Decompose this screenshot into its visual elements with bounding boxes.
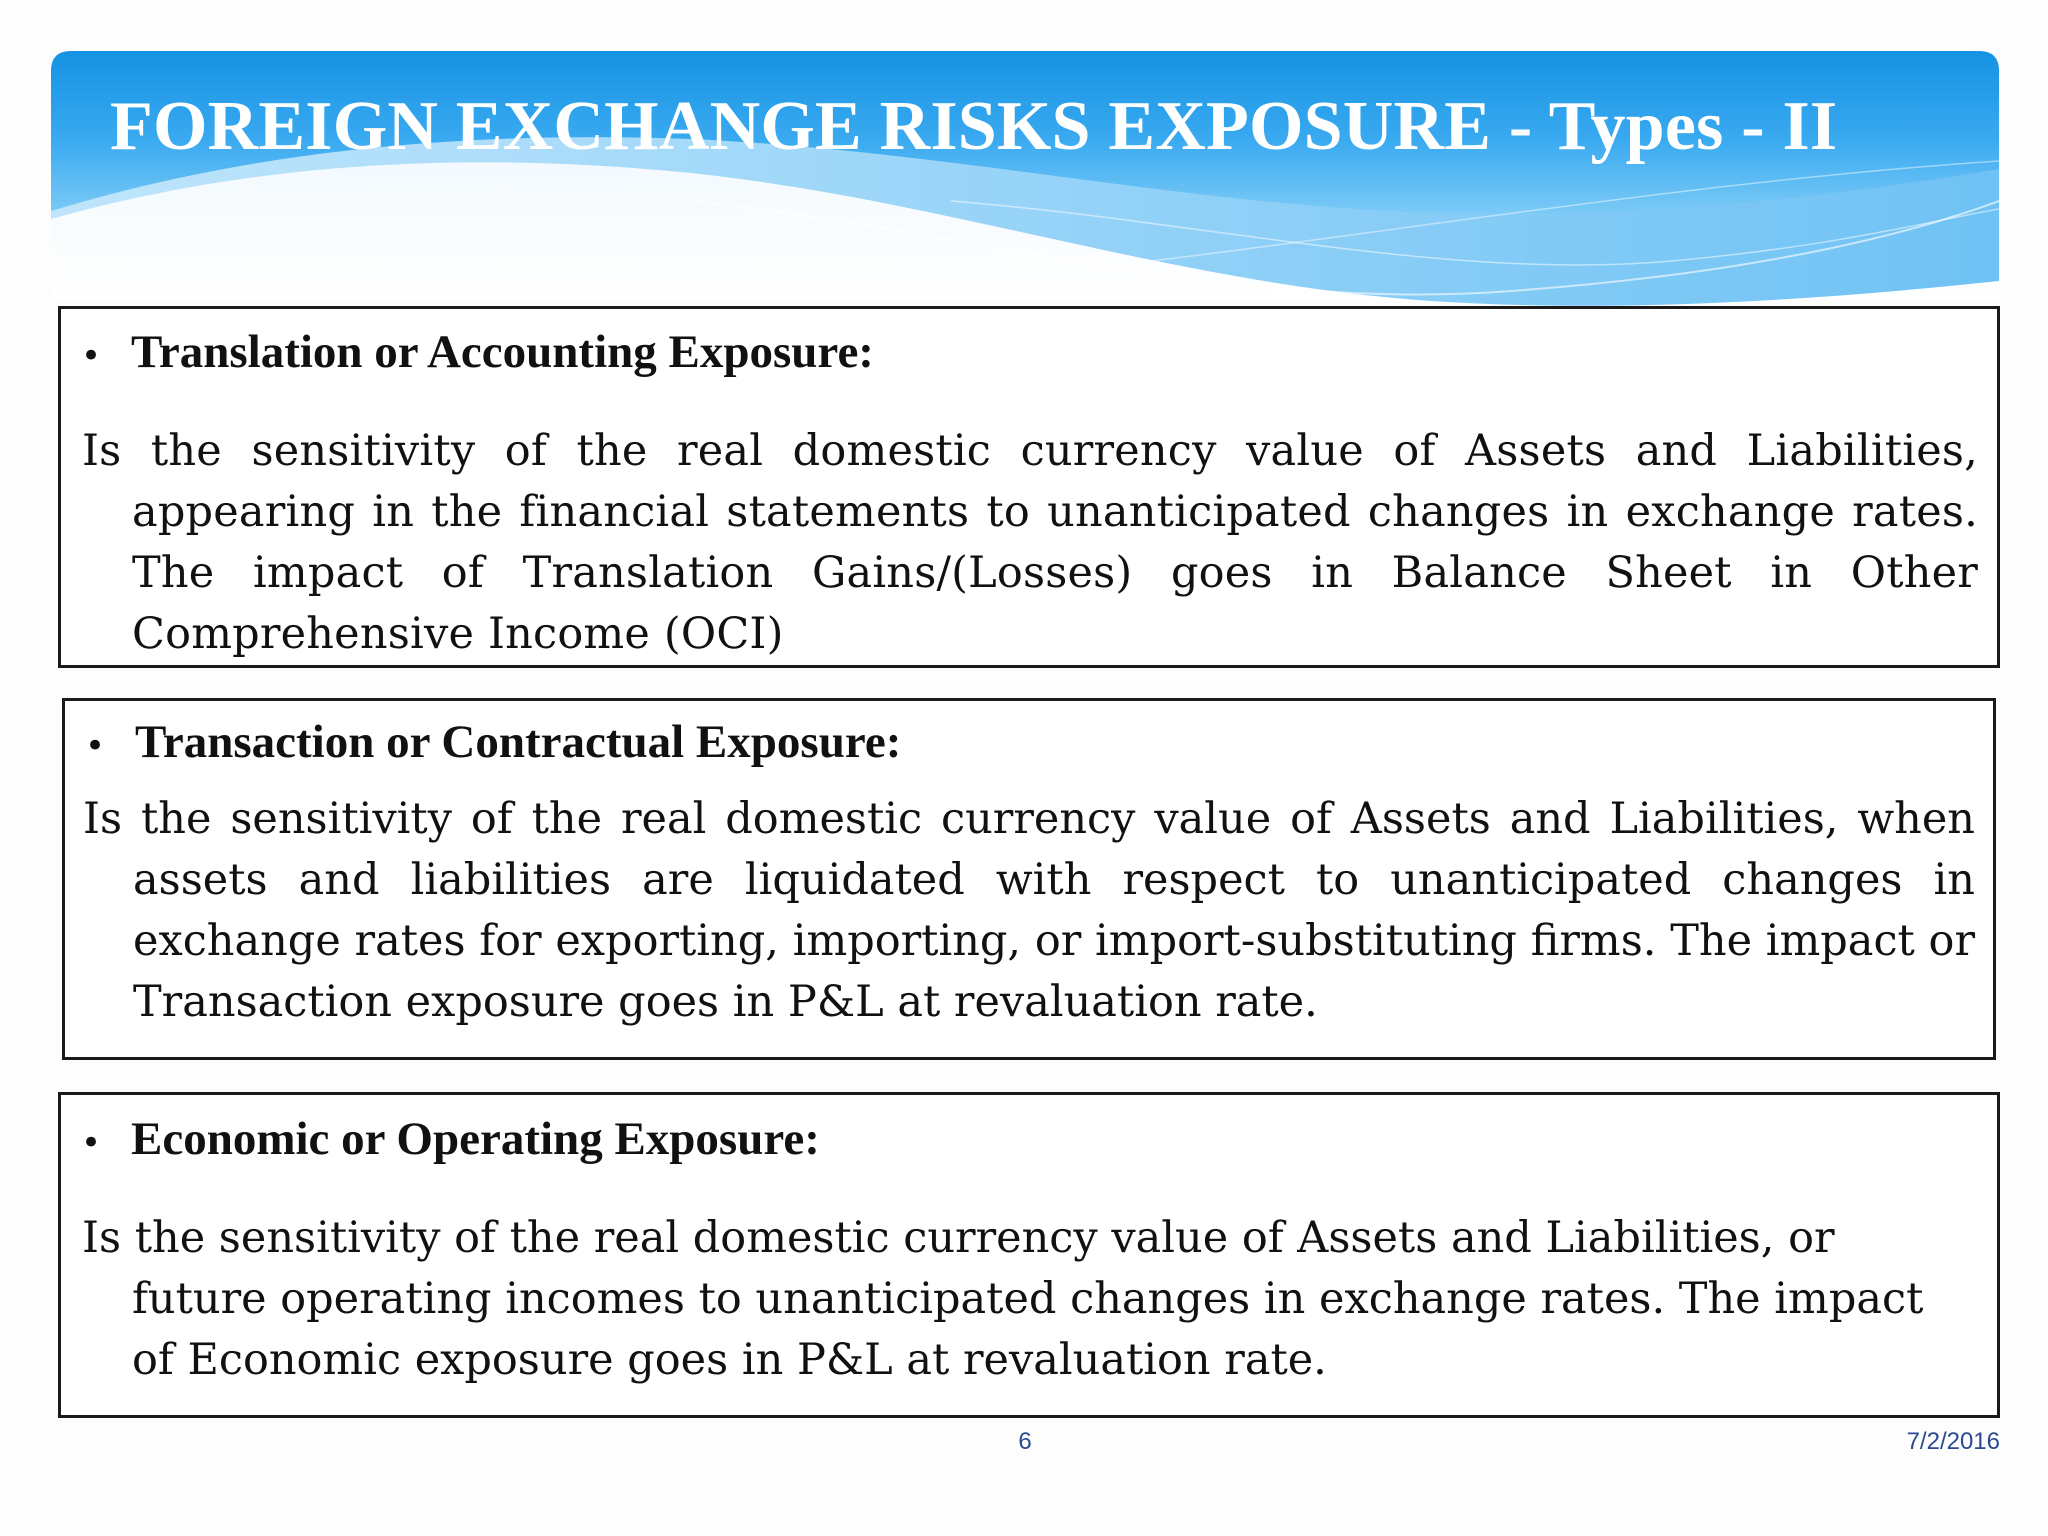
- section-heading: Transaction or Contractual Exposure:: [135, 716, 902, 768]
- section-body: Is the sensitivity of the real domestic currency value of Assets and Liabilities, or future operating incomes to unanticipated changes in exchange rates. The impact of Economic exposure goes in P&L at revaluation rate.: [82, 1213, 1924, 1385]
- bullet-icon: •: [85, 726, 106, 766]
- slide-title: FOREIGN EXCHANGE RISKS EXPOSURE - Types - II: [110, 88, 1838, 165]
- slide-date: 7/2/2016: [1906, 1428, 2000, 1455]
- section-translation-exposure: [58, 306, 2000, 668]
- bullet-icon: •: [81, 336, 102, 376]
- page-number: 6: [1018, 1428, 1032, 1455]
- section-economic-exposure: [58, 1092, 2000, 1418]
- section-body: Is the sensitivity of the real domestic currency value of Assets and Liabilities, appearing in the financial statements to unanticipated changes in exchange rates. The impact of Translation Gains/(Losses) goes in Balance Sheet in Other Comprehensive Income (OCI): [82, 426, 1978, 659]
- title-banner: [51, 51, 1999, 311]
- section-transaction-exposure: [62, 698, 1996, 1060]
- section-heading-row: [85, 711, 901, 777]
- section-heading: Economic or Operating Exposure:: [131, 1113, 820, 1165]
- section-heading-row: [81, 1108, 820, 1174]
- section-heading: Translation or Accounting Exposure:: [131, 326, 874, 378]
- section-body: Is the sensitivity of the real domestic currency value of Assets and Liabilities, when assets and liabilities are liquidated with respect to unanticipated changes in exchange rates for exporting, importing, or import-substituting firms. The impact or Transaction exposure goes in P&L at revaluation rate.: [83, 794, 1975, 1027]
- section-heading-row: [81, 321, 874, 387]
- bullet-icon: •: [81, 1123, 102, 1163]
